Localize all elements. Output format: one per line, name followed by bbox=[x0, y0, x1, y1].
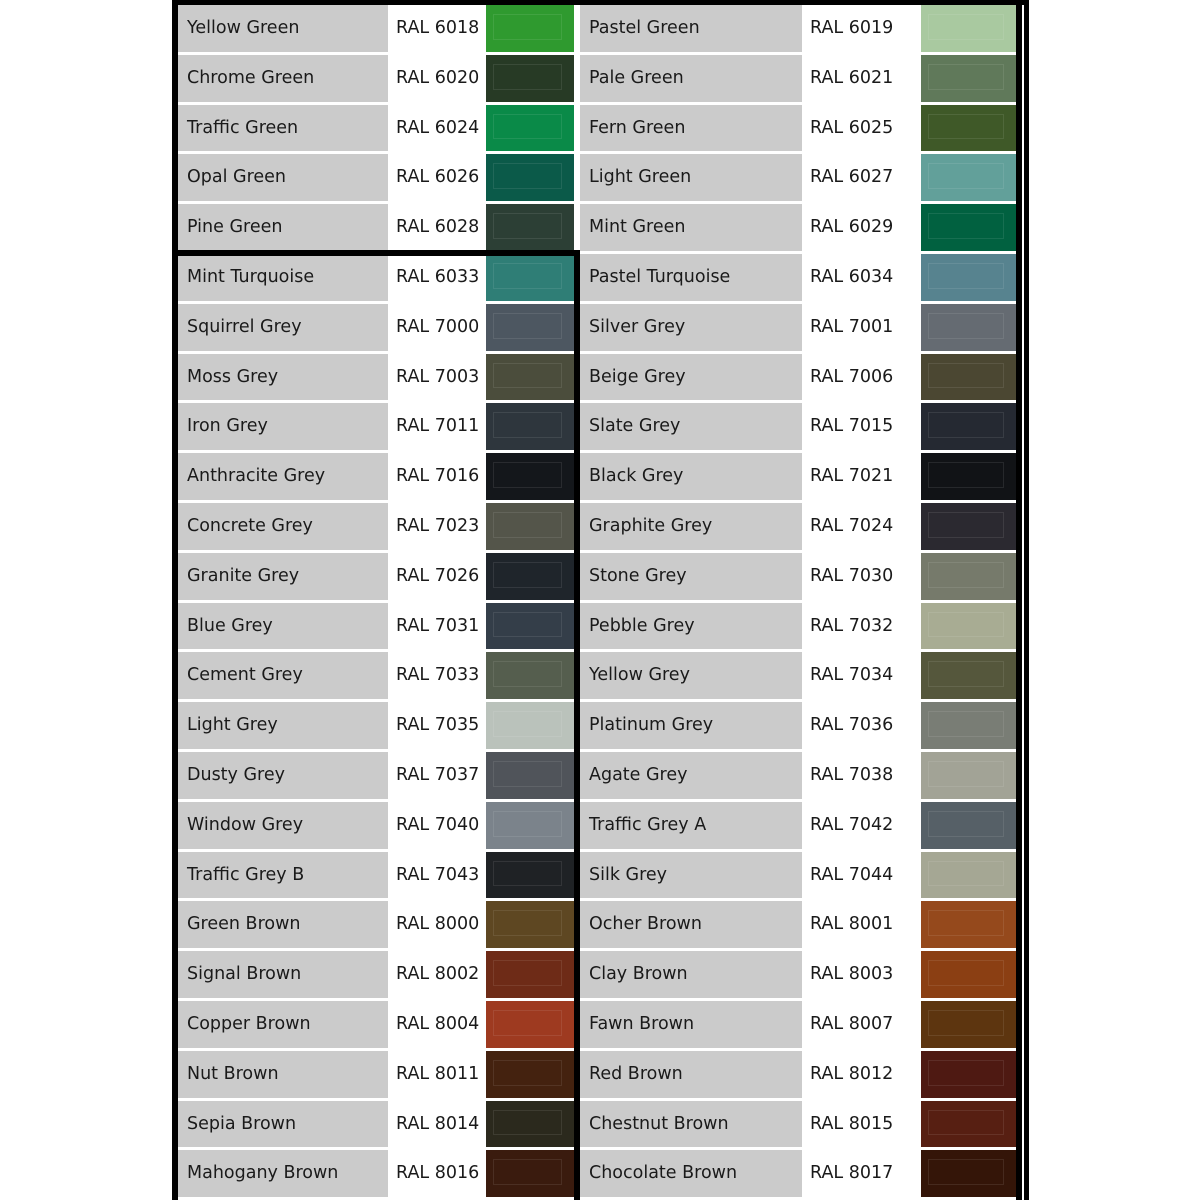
color-name-left: Anthracite Grey bbox=[178, 453, 388, 500]
ral-code-left: RAL 7040 bbox=[388, 802, 486, 849]
color-name-left: Sepia Brown bbox=[178, 1101, 388, 1148]
swatch-inner-outline bbox=[493, 114, 562, 140]
color-name-right: Stone Grey bbox=[580, 553, 802, 600]
ral-code-right: RAL 7044 bbox=[802, 852, 921, 899]
table-row bbox=[178, 652, 1016, 702]
table-row bbox=[178, 254, 1016, 304]
color-name-left: Moss Grey bbox=[178, 354, 388, 401]
table-row bbox=[178, 1150, 1016, 1200]
color-swatch-right bbox=[921, 1051, 1016, 1098]
color-name-right: Black Grey bbox=[580, 453, 802, 500]
ral-code-right: RAL 8001 bbox=[802, 901, 921, 948]
table-row bbox=[178, 403, 1016, 453]
color-name-left: Blue Grey bbox=[178, 603, 388, 650]
color-swatch-left bbox=[486, 652, 574, 699]
color-name-left: Pine Green bbox=[178, 204, 388, 251]
swatch-inner-outline bbox=[928, 910, 1004, 936]
color-name-right: Ocher Brown bbox=[580, 901, 802, 948]
ral-code-right: RAL 7015 bbox=[802, 403, 921, 450]
ral-code-left: RAL 6028 bbox=[388, 204, 486, 251]
color-swatch-left bbox=[486, 304, 574, 351]
table-row bbox=[178, 752, 1016, 802]
swatch-inner-outline bbox=[493, 313, 562, 339]
swatch-inner-outline bbox=[493, 761, 562, 787]
swatch-inner-outline bbox=[493, 612, 562, 638]
color-name-left: Dusty Grey bbox=[178, 752, 388, 799]
table-top-border bbox=[172, 0, 1029, 5]
color-name-right: Platinum Grey bbox=[580, 702, 802, 749]
table-row bbox=[178, 951, 1016, 1001]
color-name-left: Yellow Green bbox=[178, 5, 388, 52]
table-row bbox=[178, 154, 1016, 204]
ral-code-right: RAL 7034 bbox=[802, 652, 921, 699]
swatch-inner-outline bbox=[493, 861, 562, 887]
swatch-inner-outline bbox=[493, 263, 562, 289]
color-name-left: Light Grey bbox=[178, 702, 388, 749]
color-name-right: Traffic Grey A bbox=[580, 802, 802, 849]
ral-code-left: RAL 7023 bbox=[388, 503, 486, 550]
table-row bbox=[178, 702, 1016, 752]
ral-code-right: RAL 6029 bbox=[802, 204, 921, 251]
ral-code-right: RAL 7036 bbox=[802, 702, 921, 749]
table-row bbox=[178, 1051, 1016, 1101]
ral-code-left: RAL 7043 bbox=[388, 852, 486, 899]
color-swatch-right bbox=[921, 354, 1016, 401]
color-swatch-left bbox=[486, 603, 574, 650]
swatch-inner-outline bbox=[493, 1159, 562, 1185]
swatch-inner-outline bbox=[928, 861, 1004, 887]
color-swatch-left bbox=[486, 752, 574, 799]
swatch-inner-outline bbox=[928, 263, 1004, 289]
color-name-right: Chocolate Brown bbox=[580, 1150, 802, 1197]
ral-code-right: RAL 7032 bbox=[802, 603, 921, 650]
color-swatch-left bbox=[486, 453, 574, 500]
color-swatch-right bbox=[921, 752, 1016, 799]
swatch-inner-outline bbox=[928, 612, 1004, 638]
ral-code-left: RAL 6024 bbox=[388, 105, 486, 152]
color-swatch-left bbox=[486, 553, 574, 600]
color-name-left: Window Grey bbox=[178, 802, 388, 849]
color-name-left: Concrete Grey bbox=[178, 503, 388, 550]
color-name-right: Red Brown bbox=[580, 1051, 802, 1098]
swatch-inner-outline bbox=[928, 1010, 1004, 1036]
ral-code-left: RAL 7026 bbox=[388, 553, 486, 600]
ral-code-left: RAL 8011 bbox=[388, 1051, 486, 1098]
table-row bbox=[178, 5, 1016, 55]
swatch-inner-outline bbox=[493, 363, 562, 389]
ral-code-left: RAL 8014 bbox=[388, 1101, 486, 1148]
color-name-right: Fawn Brown bbox=[580, 1001, 802, 1048]
color-swatch-left bbox=[486, 1001, 574, 1048]
swatch-inner-outline bbox=[928, 1159, 1004, 1185]
color-name-right: Silver Grey bbox=[580, 304, 802, 351]
color-table bbox=[178, 5, 1016, 1200]
color-swatch-right bbox=[921, 5, 1016, 52]
table-row bbox=[178, 453, 1016, 503]
color-swatch-right bbox=[921, 154, 1016, 201]
color-name-left: Granite Grey bbox=[178, 553, 388, 600]
swatch-inner-outline bbox=[493, 14, 562, 40]
table-right-border-inner bbox=[1016, 0, 1022, 1200]
ral-code-right: RAL 6019 bbox=[802, 5, 921, 52]
color-swatch-left bbox=[486, 354, 574, 401]
table-row bbox=[178, 354, 1016, 404]
color-swatch-left bbox=[486, 403, 574, 450]
color-name-right: Fern Green bbox=[580, 105, 802, 152]
swatch-inner-outline bbox=[928, 661, 1004, 687]
ral-code-left: RAL 7016 bbox=[388, 453, 486, 500]
ral-code-right: RAL 6025 bbox=[802, 105, 921, 152]
swatch-inner-outline bbox=[493, 910, 562, 936]
swatch-inner-outline bbox=[493, 1110, 562, 1136]
swatch-inner-outline bbox=[928, 412, 1004, 438]
swatch-inner-outline bbox=[928, 960, 1004, 986]
table-row bbox=[178, 1101, 1016, 1151]
swatch-inner-outline bbox=[928, 163, 1004, 189]
color-swatch-right bbox=[921, 652, 1016, 699]
color-swatch-right bbox=[921, 603, 1016, 650]
table-row bbox=[178, 204, 1016, 254]
swatch-inner-outline bbox=[928, 1110, 1004, 1136]
swatch-inner-outline bbox=[493, 562, 562, 588]
color-swatch-right bbox=[921, 105, 1016, 152]
color-swatch-left bbox=[486, 154, 574, 201]
color-name-right: Pale Green bbox=[580, 55, 802, 102]
section-divider-vertical bbox=[574, 250, 580, 1200]
color-swatch-left bbox=[486, 204, 574, 251]
color-swatch-left bbox=[486, 55, 574, 102]
table-row bbox=[178, 1001, 1016, 1051]
color-swatch-right bbox=[921, 204, 1016, 251]
swatch-inner-outline bbox=[928, 1060, 1004, 1086]
ral-code-right: RAL 8003 bbox=[802, 951, 921, 998]
swatch-inner-outline bbox=[493, 412, 562, 438]
color-swatch-right bbox=[921, 852, 1016, 899]
swatch-inner-outline bbox=[493, 960, 562, 986]
color-name-left: Squirrel Grey bbox=[178, 304, 388, 351]
color-name-right: Mint Green bbox=[580, 204, 802, 251]
ral-code-right: RAL 7021 bbox=[802, 453, 921, 500]
swatch-inner-outline bbox=[493, 811, 562, 837]
ral-code-left: RAL 7035 bbox=[388, 702, 486, 749]
swatch-inner-outline bbox=[493, 661, 562, 687]
color-swatch-left bbox=[486, 1150, 574, 1197]
ral-code-right: RAL 8017 bbox=[802, 1150, 921, 1197]
ral-code-left: RAL 7003 bbox=[388, 354, 486, 401]
color-swatch-right bbox=[921, 901, 1016, 948]
color-swatch-left bbox=[486, 503, 574, 550]
color-name-left: Mint Turquoise bbox=[178, 254, 388, 301]
ral-code-right: RAL 7001 bbox=[802, 304, 921, 351]
color-swatch-left bbox=[486, 1051, 574, 1098]
ral-code-left: RAL 8016 bbox=[388, 1150, 486, 1197]
ral-code-right: RAL 6027 bbox=[802, 154, 921, 201]
table-row bbox=[178, 901, 1016, 951]
color-swatch-right bbox=[921, 1001, 1016, 1048]
color-name-left: Iron Grey bbox=[178, 403, 388, 450]
color-name-right: Chestnut Brown bbox=[580, 1101, 802, 1148]
swatch-inner-outline bbox=[928, 114, 1004, 140]
ral-code-left: RAL 6018 bbox=[388, 5, 486, 52]
color-name-left: Cement Grey bbox=[178, 652, 388, 699]
color-name-right: Clay Brown bbox=[580, 951, 802, 998]
color-swatch-left bbox=[486, 5, 574, 52]
color-swatch-right bbox=[921, 1150, 1016, 1197]
color-swatch-left bbox=[486, 1101, 574, 1148]
color-name-left: Green Brown bbox=[178, 901, 388, 948]
ral-code-left: RAL 7037 bbox=[388, 752, 486, 799]
swatch-inner-outline bbox=[928, 363, 1004, 389]
swatch-inner-outline bbox=[928, 64, 1004, 90]
color-name-left: Copper Brown bbox=[178, 1001, 388, 1048]
swatch-inner-outline bbox=[493, 462, 562, 488]
ral-code-left: RAL 7031 bbox=[388, 603, 486, 650]
color-name-left: Opal Green bbox=[178, 154, 388, 201]
color-swatch-right bbox=[921, 453, 1016, 500]
section-divider-horizontal bbox=[172, 250, 580, 256]
ral-code-right: RAL 6021 bbox=[802, 55, 921, 102]
color-name-right: Yellow Grey bbox=[580, 652, 802, 699]
color-name-right: Graphite Grey bbox=[580, 503, 802, 550]
table-row bbox=[178, 304, 1016, 354]
ral-code-right: RAL 8015 bbox=[802, 1101, 921, 1148]
ral-code-right: RAL 6034 bbox=[802, 254, 921, 301]
ral-code-left: RAL 8002 bbox=[388, 951, 486, 998]
color-swatch-left bbox=[486, 951, 574, 998]
color-swatch-right bbox=[921, 55, 1016, 102]
table-row bbox=[178, 55, 1016, 105]
color-swatch-right bbox=[921, 802, 1016, 849]
color-name-left: Mahogany Brown bbox=[178, 1150, 388, 1197]
swatch-inner-outline bbox=[493, 1010, 562, 1036]
swatch-inner-outline bbox=[928, 512, 1004, 538]
color-name-left: Nut Brown bbox=[178, 1051, 388, 1098]
swatch-inner-outline bbox=[928, 761, 1004, 787]
color-name-right: Beige Grey bbox=[580, 354, 802, 401]
ral-code-left: RAL 7000 bbox=[388, 304, 486, 351]
color-name-right: Light Green bbox=[580, 154, 802, 201]
color-name-right: Pastel Turquoise bbox=[580, 254, 802, 301]
color-name-right: Pebble Grey bbox=[580, 603, 802, 650]
color-name-right: Pastel Green bbox=[580, 5, 802, 52]
ral-code-right: RAL 7042 bbox=[802, 802, 921, 849]
color-name-left: Chrome Green bbox=[178, 55, 388, 102]
ral-code-right: RAL 7030 bbox=[802, 553, 921, 600]
swatch-inner-outline bbox=[928, 14, 1004, 40]
color-swatch-left bbox=[486, 901, 574, 948]
color-name-left: Traffic Grey B bbox=[178, 852, 388, 899]
ral-code-right: RAL 7024 bbox=[802, 503, 921, 550]
table-row bbox=[178, 802, 1016, 852]
swatch-inner-outline bbox=[493, 64, 562, 90]
ral-code-left: RAL 8000 bbox=[388, 901, 486, 948]
ral-code-right: RAL 8012 bbox=[802, 1051, 921, 1098]
table-row bbox=[178, 852, 1016, 902]
ral-code-right: RAL 7006 bbox=[802, 354, 921, 401]
ral-code-right: RAL 7038 bbox=[802, 752, 921, 799]
swatch-inner-outline bbox=[928, 313, 1004, 339]
table-row bbox=[178, 553, 1016, 603]
swatch-inner-outline bbox=[493, 1060, 562, 1086]
color-swatch-right bbox=[921, 553, 1016, 600]
color-name-left: Traffic Green bbox=[178, 105, 388, 152]
swatch-inner-outline bbox=[928, 711, 1004, 737]
swatch-inner-outline bbox=[493, 512, 562, 538]
swatch-inner-outline bbox=[928, 811, 1004, 837]
table-row bbox=[178, 105, 1016, 155]
color-swatch-right bbox=[921, 951, 1016, 998]
color-swatch-left bbox=[486, 702, 574, 749]
color-swatch-right bbox=[921, 503, 1016, 550]
swatch-inner-outline bbox=[928, 462, 1004, 488]
color-swatch-left bbox=[486, 802, 574, 849]
swatch-inner-outline bbox=[928, 213, 1004, 239]
swatch-inner-outline bbox=[928, 562, 1004, 588]
color-swatch-right bbox=[921, 702, 1016, 749]
color-swatch-right bbox=[921, 403, 1016, 450]
swatch-inner-outline bbox=[493, 213, 562, 239]
color-name-right: Agate Grey bbox=[580, 752, 802, 799]
ral-code-right: RAL 8007 bbox=[802, 1001, 921, 1048]
table-row bbox=[178, 603, 1016, 653]
color-name-left: Signal Brown bbox=[178, 951, 388, 998]
color-swatch-left bbox=[486, 254, 574, 301]
ral-code-left: RAL 7033 bbox=[388, 652, 486, 699]
ral-code-left: RAL 7011 bbox=[388, 403, 486, 450]
ral-code-left: RAL 6033 bbox=[388, 254, 486, 301]
table-left-border bbox=[172, 0, 178, 1200]
ral-code-left: RAL 6020 bbox=[388, 55, 486, 102]
swatch-inner-outline bbox=[493, 711, 562, 737]
table-right-border-outer bbox=[1024, 0, 1029, 1200]
color-swatch-right bbox=[921, 1101, 1016, 1148]
color-name-right: Slate Grey bbox=[580, 403, 802, 450]
color-swatch-right bbox=[921, 254, 1016, 301]
color-swatch-right bbox=[921, 304, 1016, 351]
swatch-inner-outline bbox=[493, 163, 562, 189]
color-swatch-left bbox=[486, 105, 574, 152]
table-row bbox=[178, 503, 1016, 553]
color-name-right: Silk Grey bbox=[580, 852, 802, 899]
ral-code-left: RAL 6026 bbox=[388, 154, 486, 201]
ral-code-left: RAL 8004 bbox=[388, 1001, 486, 1048]
color-swatch-left bbox=[486, 852, 574, 899]
